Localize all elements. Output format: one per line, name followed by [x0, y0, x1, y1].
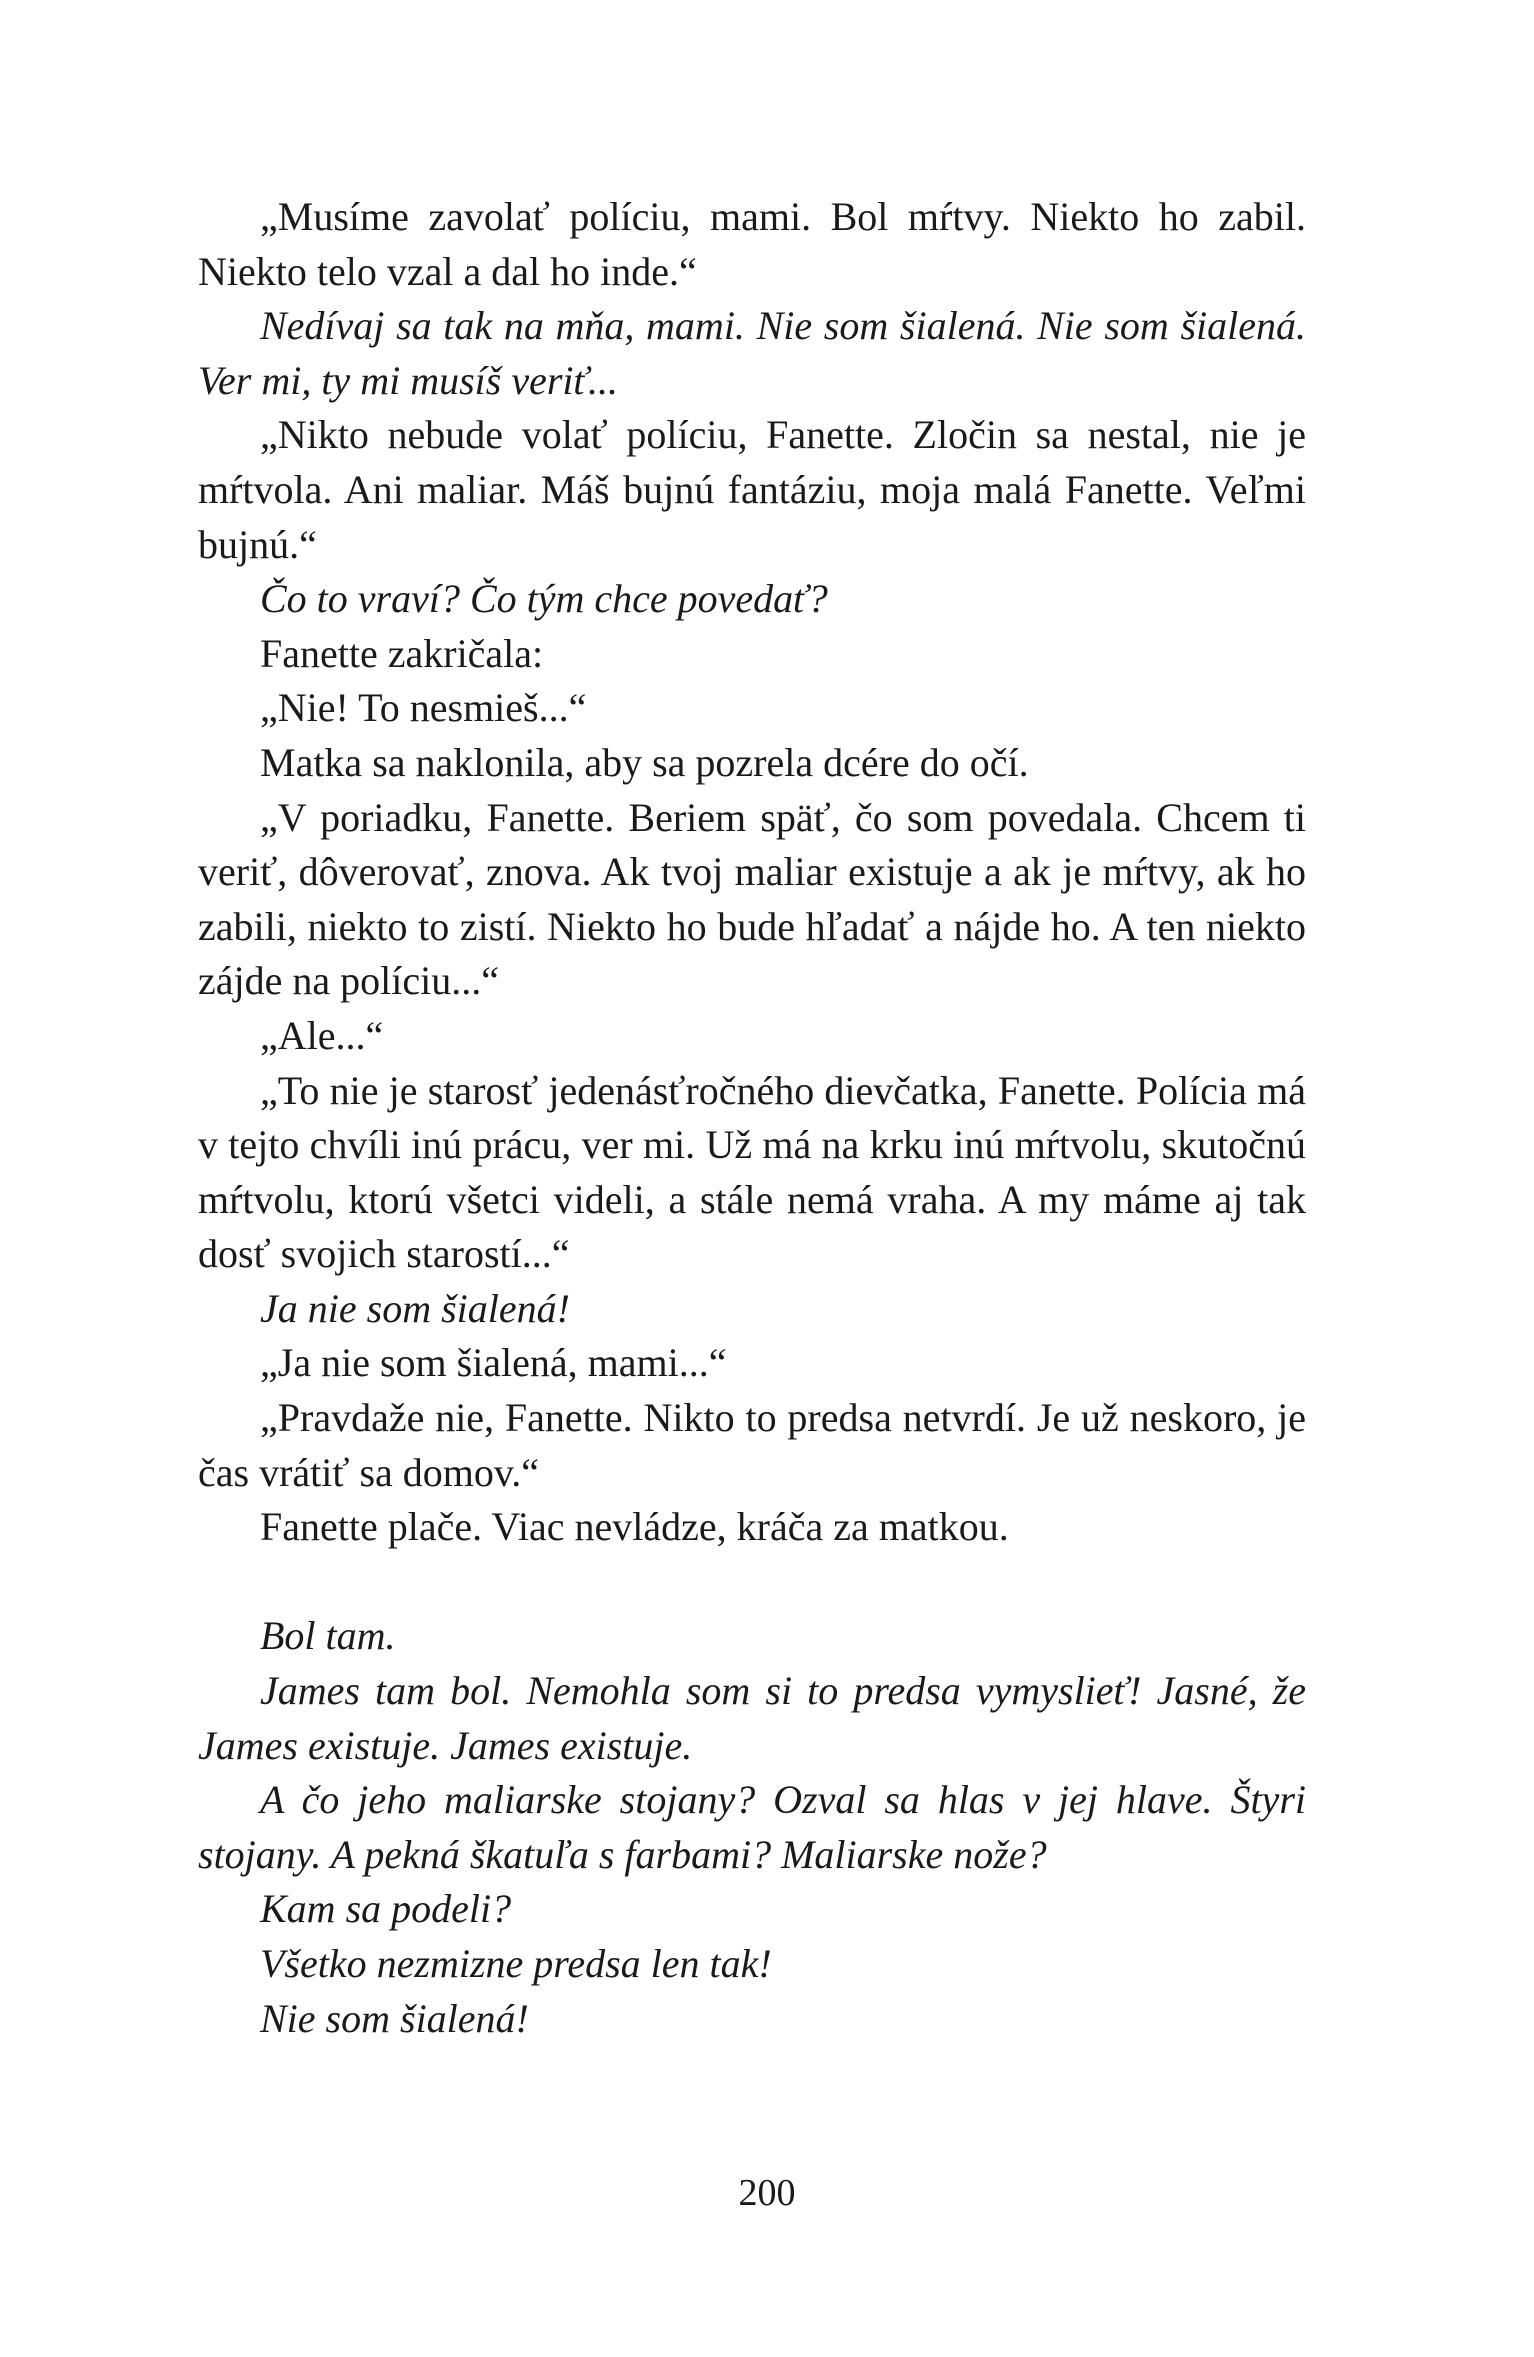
paragraph-20: Nie som šialená!: [260, 1995, 529, 2041]
paragraph-9: „Ale...“: [260, 1012, 384, 1058]
paragraph-14: Fanette plače. Viac nevládze, kráča za matkou.: [260, 1504, 1009, 1550]
paragraph-5: Fanette zakričala:: [260, 630, 544, 676]
paragraph-7: Matka sa naklonila, aby sa pozrela dcére do očí.: [260, 739, 1029, 785]
paragraph-1: „Musíme zavolať políciu, mami. Bol mŕtvy. Niekto ho zabil. Niekto telo vzal a dal ho inde.“: [198, 194, 1306, 294]
section-break: [198, 1555, 1306, 1610]
paragraph-16: James tam bol. Nemohla som si to predsa vymyslieť! Jasné, že James existuje. James existuje.: [198, 1668, 1306, 1768]
page-number: 200: [738, 2172, 796, 2214]
paragraph-17: A čo jeho maliarske stojany? Ozval sa hlas v jej hlave. Štyri stojany. A pekná škatuľa s farbami? Maliarske nože?: [198, 1777, 1306, 1877]
paragraph-11: Ja nie som šialená!: [260, 1285, 570, 1331]
paragraph-10: „To nie je starosť jedenásťročného dievčatka, Fanette. Polícia má v tejto chvíli inú prácu, ver mi. Už má na krku inú mŕtvolu, skutočnú mŕtvolu, ktorú všetci videli, a stále nemá vraha. A my máme aj tak dosť svojich starostí...“: [198, 1067, 1306, 1277]
paragraph-18: Kam sa podeli?: [260, 1886, 512, 1932]
paragraph-13: „Pravdaže nie, Fanette. Nikto to predsa netvrdí. Je už neskoro, je čas vrátiť sa domov.“: [198, 1395, 1306, 1495]
paragraph-15: Bol tam.: [260, 1613, 396, 1659]
page-body: [198, 190, 1306, 2046]
paragraph-2: Nedívaj sa tak na mňa, mami. Nie som šialená. Nie som šialená. Ver mi, ty mi musíš veriť...: [198, 303, 1306, 403]
paragraph-12: „Ja nie som šialená, mami...“: [260, 1340, 727, 1386]
paragraph-4: Čo to vraví? Čo tým chce povedať?: [260, 576, 828, 622]
paragraph-6: „Nie! To nesmieš...“: [260, 685, 587, 731]
paragraph-19: Všetko nezmizne predsa len tak!: [260, 1941, 772, 1986]
paragraph-8: „V poriadku, Fanette. Beriem späť, čo som povedala. Chcem ti veriť, dôverovať, znova. Ak tvoj maliar existuje a ak je mŕtvy, ak ho zabili, niekto to zistí. Niekto ho bude hľadať a nájde ho. A ten niekto zájde na políciu...“: [198, 794, 1306, 1004]
paragraph-3: „Nikto nebude volať políciu, Fanette. Zločin sa nestal, nie je mŕtvola. Ani maliar. Máš bujnú fantáziu, moja malá Fanette. Veľmi bujnú.“: [198, 412, 1306, 567]
